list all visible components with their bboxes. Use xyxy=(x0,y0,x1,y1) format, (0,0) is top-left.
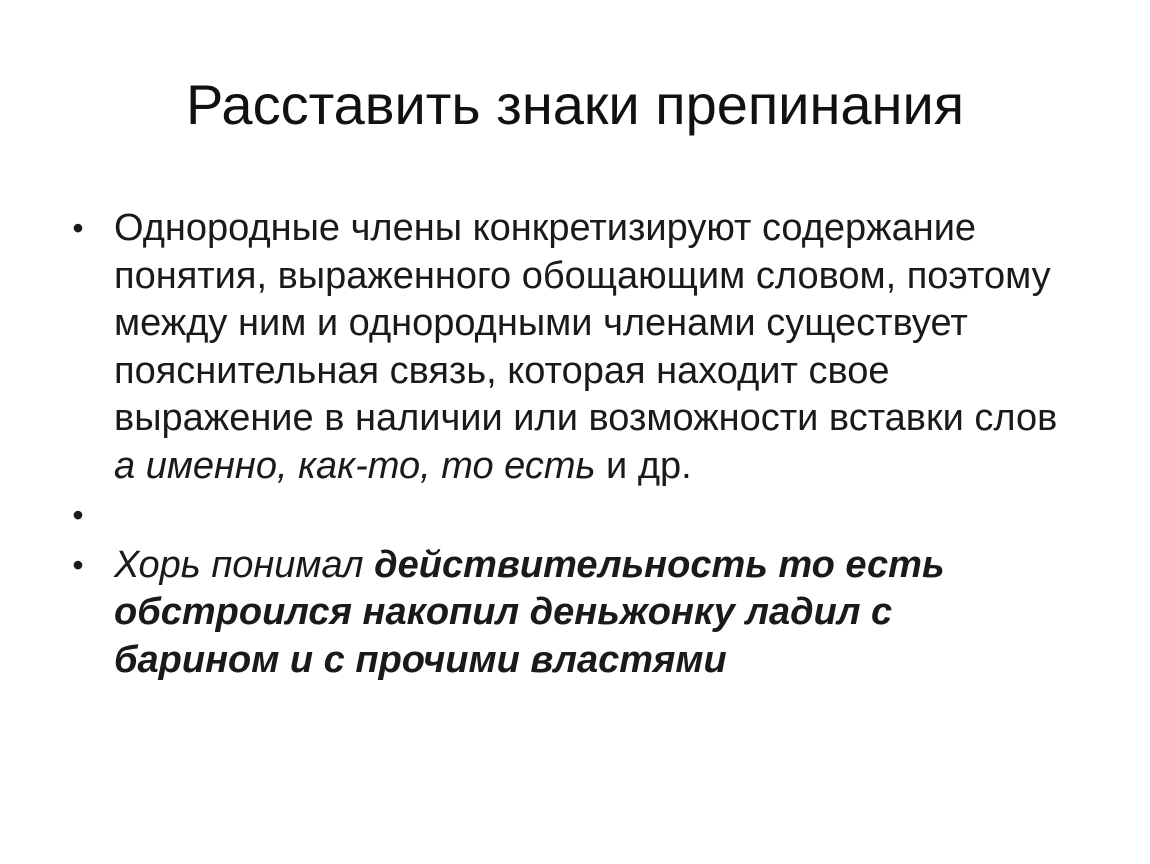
bullet-marker: • xyxy=(72,546,84,583)
exercise-sentence-emphasis: действительность то есть обстроился накопил деньжонку ладил с барином и с прочими властями xyxy=(114,543,945,681)
bullet-item-rule xyxy=(68,205,1088,490)
rule-text: Однородные члены конкретизируют содержание понятия, выраженного обощающим словом, поэтому между ним и однородными членами существует пояснительная связь, которая находит свое выражение в наличии или возможности вставки слов xyxy=(114,207,1058,439)
rule-text-tail: и др. xyxy=(595,444,692,487)
bullet-marker: • xyxy=(72,497,84,533)
bullet-marker: • xyxy=(72,210,84,246)
bullet-item-exercise xyxy=(68,542,964,685)
slide-title: Расставить знаки препинания xyxy=(185,73,965,136)
bullet-list xyxy=(68,205,1088,684)
exercise-sentence-start: Хорь понимал xyxy=(114,543,375,586)
bullet-item-empty xyxy=(68,492,1088,540)
rule-example-words: а именно, как-то, то есть xyxy=(114,444,596,487)
